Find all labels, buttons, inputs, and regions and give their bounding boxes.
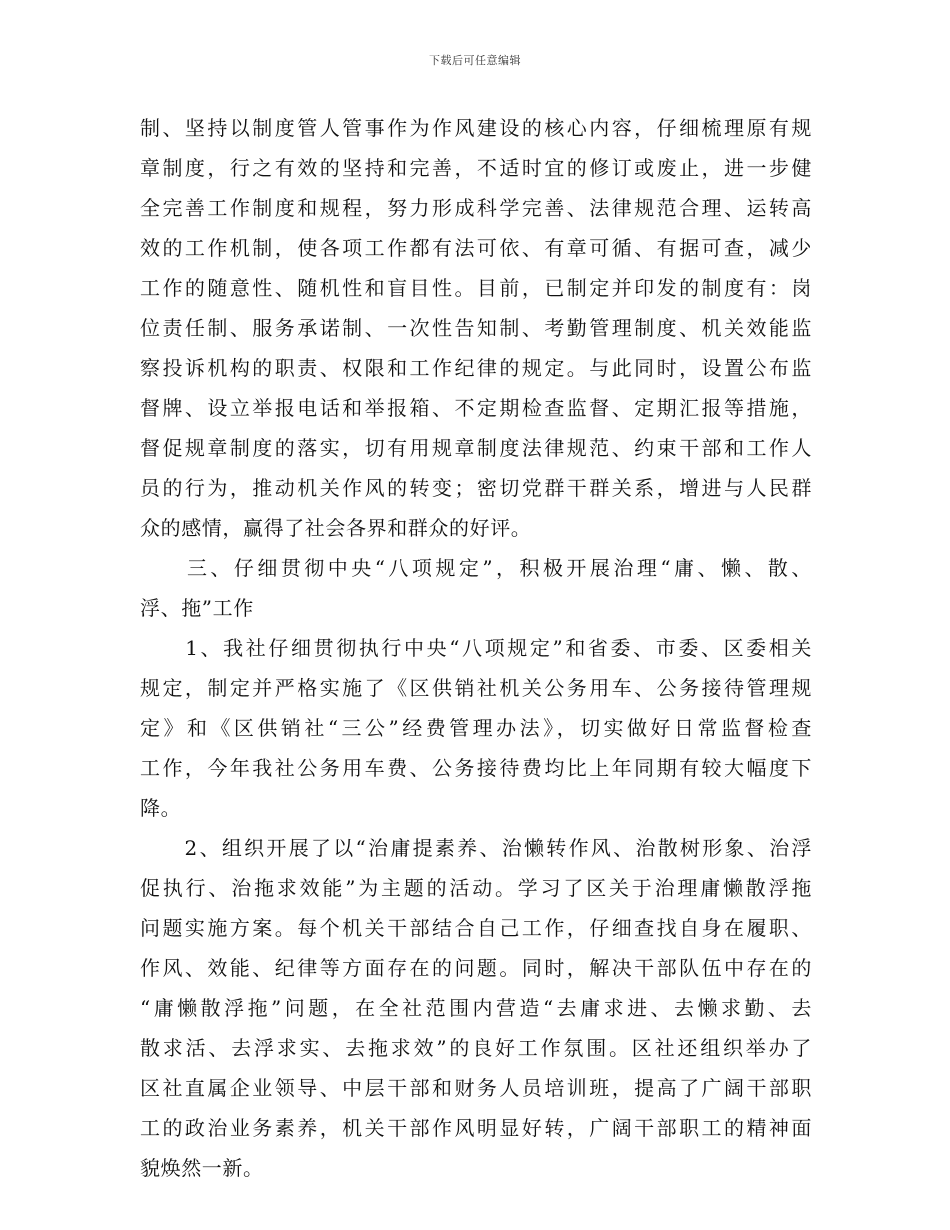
text-line: 章制度，行之有效的坚持和完善，不适时宜的修订或废止，进一步健	[140, 156, 812, 180]
paragraph-1	[140, 108, 812, 548]
text-line: 散求活、去浮求实、去拖求效”的良好工作氛围。区社还组织举办了	[140, 1036, 812, 1060]
text-line: 定》和《区供销社“三公”经费管理办法》，切实做好日常监督检查	[140, 716, 812, 740]
text-line: 规定，制定并严格实施了《区供销社机关公务用车、公务接待管理规	[140, 676, 812, 700]
heading-line: 浮、拖”工作	[140, 596, 254, 620]
text-line: 全完善工作制度和规程，努力形成科学完善、法律规范合理、运转高	[140, 196, 812, 220]
text-line: 工作的随意性、随机性和盲目性。目前，已制定并印发的制度有：岗	[140, 276, 812, 300]
text-line: 督牌、设立举报电话和举报箱、不定期检查监督、定期汇报等措施，	[140, 396, 812, 420]
text-line: 效的工作机制，使各项工作都有法可依、有章可循、有据可查，减少	[140, 236, 812, 260]
text-line: 促执行、治拖求效能”为主题的活动。学习了区关于治理庸懒散浮拖	[140, 876, 812, 900]
text-line: 工的政治业务素养，机关干部作风明显好转，广阔干部职工的精神面	[140, 1116, 812, 1140]
text-line: 降。	[140, 796, 182, 820]
text-line: 众的感情，赢得了社会各界和群众的好评。	[140, 516, 532, 540]
text-line: 督促规章制度的落实，切有用规章制度法律规范、约束干部和工作人	[140, 436, 812, 460]
text-line: 貌焕然一新。	[140, 1156, 264, 1180]
section-heading-3	[140, 548, 812, 628]
text-line: 区社直属企业领导、中层干部和财务人员培训班，提高了广阔干部职	[140, 1076, 812, 1100]
document-body	[140, 108, 812, 1188]
paragraph-item-2	[140, 828, 812, 1188]
text-line: 作风、效能、纪律等方面存在的问题。同时，解决干部队伍中存在的	[140, 956, 812, 980]
text-line: 工作，今年我社公务用车费、公务接待费均比上年同期有较大幅度下	[140, 756, 812, 780]
paragraph-item-1	[140, 628, 812, 828]
text-line: 制、坚持以制度管人管事作为作风建设的核心内容，仔细梳理原有规	[140, 116, 812, 140]
text-line: 员的行为，推动机关作风的转变；密切党群干群关系，增进与人民群	[140, 476, 812, 500]
text-line: 位责任制、服务承诺制、一次性告知制、考勤管理制度、机关效能监	[140, 316, 812, 340]
text-line: 2、组织开展了以“治庸提素养、治懒转作风、治散树形象、治浮	[140, 836, 812, 860]
page-header: 下载后可任意编辑	[429, 54, 521, 67]
text-line: 1、我社仔细贯彻执行中央“八项规定”和省委、市委、区委相关	[140, 636, 812, 660]
text-line: 问题实施方案。每个机关干部结合自己工作，仔细查找自身在履职、	[140, 916, 812, 940]
text-line: 察投诉机构的职责、权限和工作纪律的规定。与此同时，设置公布监	[140, 356, 812, 380]
heading-line: 三、仔细贯彻中央“八项规定”，积极开展治理“庸、懒、散、	[140, 556, 812, 580]
text-line: “庸懒散浮拖”问题，在全社范围内营造“去庸求进、去懒求勤、去	[140, 996, 812, 1020]
